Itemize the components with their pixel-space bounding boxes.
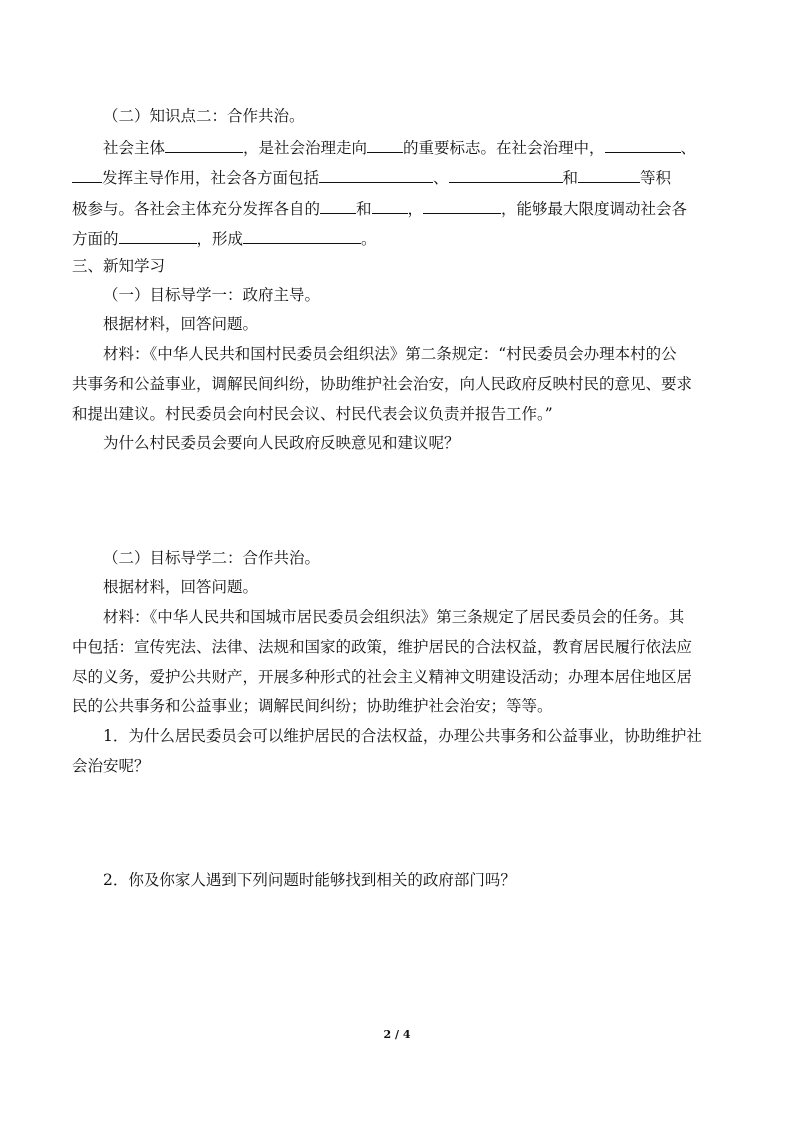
knowledge-point-2-title: （二）知识点二：合作共治。: [103, 107, 305, 125]
text-segment: ，: [407, 200, 424, 218]
fill-blank-line-1: [103, 137, 753, 158]
goal-1-material-line: 和提出建议。村民委员会向村民会议、村民代表会议负责并报告工作。”: [72, 405, 553, 423]
text-segment: ，是社会治理走向: [243, 139, 368, 157]
goal-2-question-1-cont: 会治安呢？: [72, 757, 150, 775]
answer-blank[interactable]: [119, 228, 197, 244]
text-segment: 和: [356, 200, 372, 218]
page-number: 2 / 4: [383, 1028, 411, 1041]
text-segment: 、: [433, 169, 449, 187]
goal-1-question: 为什么村民委员会要向人民政府反映意见和建议呢？: [103, 434, 460, 452]
goal-2-material-line: 民的公共事务和公益事业；调解民间纠纷；协助维护社会治安；等等。: [72, 697, 553, 715]
text-segment: 和: [562, 169, 579, 187]
goal-2-material-line: 中包括：宣传宪法、法律、法规和国家的政策，维护居民的合法权益，教育居民履行依法应: [72, 638, 693, 656]
answer-blank[interactable]: [72, 167, 102, 183]
goal-2-material-line: 尽的义务，爱护公共财产，开展多种形式的社会主义精神文明建设活动；办理本居住地区居: [72, 668, 693, 686]
text-segment: 方面的: [72, 230, 119, 248]
fill-blank-line-2: [72, 167, 722, 188]
answer-blank[interactable]: [605, 137, 681, 153]
answer-blank[interactable]: [319, 167, 433, 183]
text-segment: 极参与。各社会主体充分发挥各自的: [72, 200, 321, 218]
answer-blank[interactable]: [320, 198, 356, 214]
goal-1-material-line: 材料：《中华人民共和国村民委员会组织法》第二条规定：“村民委员会办理本村的公: [103, 345, 677, 363]
text-segment: 社会主体: [103, 139, 166, 157]
goal-2-question-2: 2．你及你家人遇到下列问题时能够找到相关的政府部门吗？: [103, 871, 516, 889]
fill-blank-line-3: [72, 198, 722, 219]
answer-blank[interactable]: [372, 198, 408, 214]
goal-2-title: （二）目标导学二：合作共治。: [103, 549, 321, 567]
text-segment: 、: [680, 139, 697, 157]
text-segment: 的重要标志。在社会治理中，: [403, 139, 605, 157]
answer-blank[interactable]: [165, 137, 243, 153]
answer-blank[interactable]: [423, 198, 501, 214]
goal-1-title: （一）目标导学一：政府主导。: [103, 286, 321, 304]
fill-blank-line-4: [72, 228, 722, 249]
goal-1-material-line: 共事务和公益事业，调解民间纠纷，协助维护社会治安，向人民政府反映村民的意见、要求: [72, 375, 693, 393]
answer-blank[interactable]: [367, 137, 403, 153]
text-segment: ，形成: [196, 230, 244, 248]
answer-blank[interactable]: [449, 167, 563, 183]
text-segment: ，能够最大限度调动社会各: [501, 200, 688, 218]
goal-2-material-line: 材料：《中华人民共和国城市居民委员会组织法》第三条规定了居民委员会的任务。其: [103, 608, 685, 626]
text-segment: 发挥主导作用，社会各方面包括: [102, 169, 320, 187]
goal-2-instruction: 根据材料，回答问题。: [103, 578, 259, 596]
text-segment: 等积: [640, 169, 672, 187]
section-heading: 三、新知学习: [72, 257, 166, 275]
answer-blank[interactable]: [578, 167, 640, 183]
goal-1-instruction: 根据材料，回答问题。: [103, 315, 259, 333]
answer-blank[interactable]: [243, 228, 361, 244]
text-segment: 。: [361, 230, 377, 248]
goal-2-question-1: 1．为什么居民委员会可以维护居民的合法权益，办理公共事务和公益事业，协助维护社: [103, 727, 702, 745]
